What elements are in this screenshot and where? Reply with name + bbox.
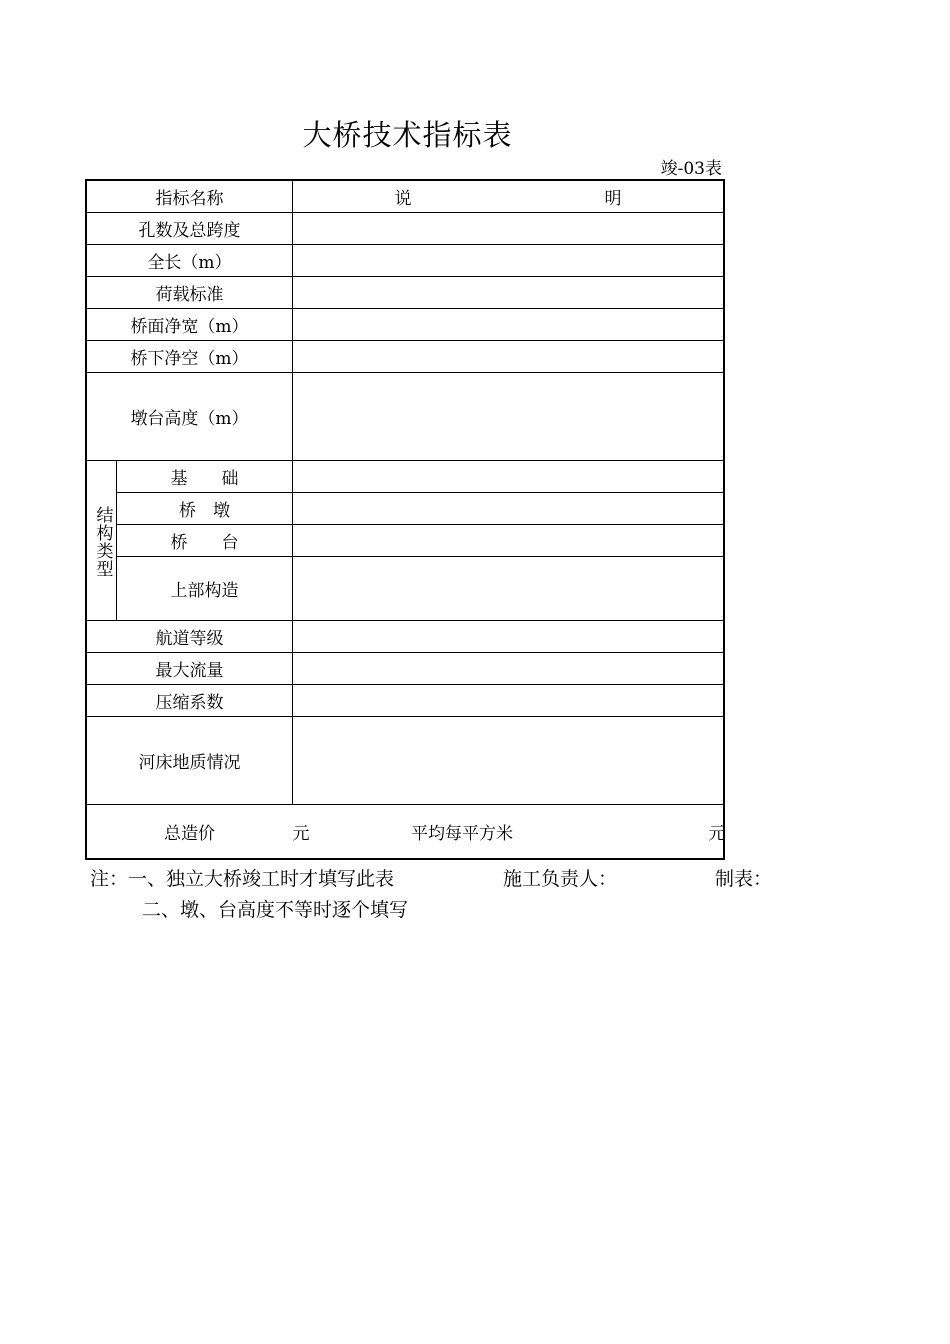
row-max-flow-label: 最大流量 [155,661,224,681]
header-name-column: 指标名称 [155,189,224,209]
preparer-label: 制表： [715,868,773,890]
row-channel-grade-label: 航道等级 [155,629,224,649]
row-abutment-label: 桥 台 [170,533,239,553]
row-total-length-label: 全长（m） [147,253,232,273]
row-superstructure-label: 上部构造 [170,581,239,601]
avg-per-sqm-label: 平均每平方米 [411,824,513,844]
form-code: 竣-03表 [660,159,722,179]
row-deck-width-label: 桥面净宽（m） [130,317,249,337]
note-line-2: 二、墩、台高度不等时逐个填写 [142,899,409,921]
header-desc-char-2: 明 [604,189,622,209]
row-foundation-label: 基 础 [170,469,239,489]
note-line-1: 注：一、独立大桥竣工时才填写此表 [90,868,395,890]
row-pier-height-label: 墩台高度（m） [130,409,249,429]
indicator-table [85,179,725,860]
header-desc-char-1: 说 [394,189,412,209]
row-load-standard-label: 荷载标准 [155,285,224,305]
page-title: 大桥技术指标表 [302,118,513,152]
cost-unit-yuan-1: 元 [292,824,310,844]
row-spans-label: 孔数及总跨度 [138,221,241,241]
row-clearance-label: 桥下净空（m） [130,349,249,369]
structure-type-group-label: 结构类型 [92,505,113,578]
row-compression-label: 压缩系数 [155,693,224,713]
supervisor-label: 施工负责人： [503,868,618,890]
row-riverbed-label: 河床地质情况 [138,753,241,773]
row-total-cost-label: 总造价 [164,824,215,844]
cost-unit-yuan-2: 元 [708,824,726,844]
row-pier-label: 桥 墩 [179,501,230,521]
